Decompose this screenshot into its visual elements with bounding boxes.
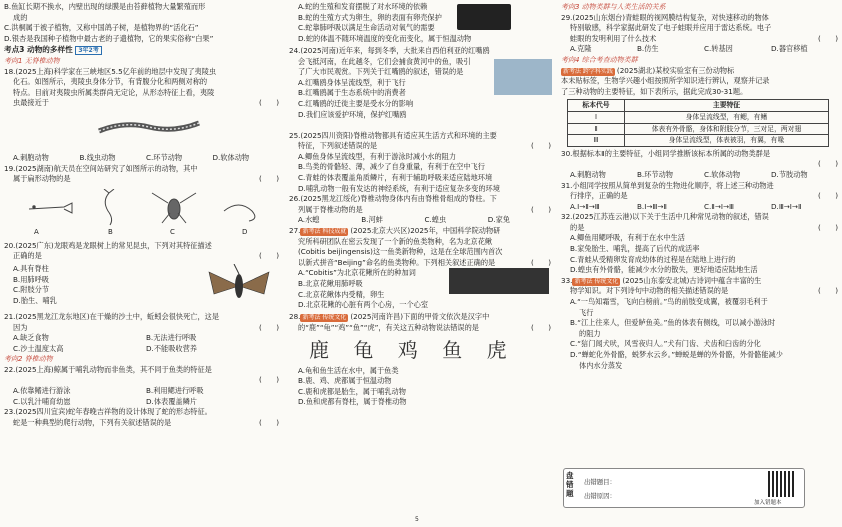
options-row	[4, 397, 279, 408]
glyph: 虎	[486, 337, 507, 362]
question-28: 28. 新考法 传统文化 (2025河南许昌)下面的甲骨文依次是汉字中	[289, 312, 490, 322]
option: B.Ⅰ→Ⅲ→Ⅱ	[637, 201, 667, 211]
question-26: 26.(2025黑龙江绥化)脊椎动物身体内有由脊椎骨组成的脊柱。下	[289, 194, 497, 204]
new-question-tag: 新考法 跨学科实践	[563, 67, 613, 75]
snake-mascot-image	[457, 4, 511, 30]
text-line: ( )	[259, 375, 279, 385]
error-log-line: 出错题目：	[584, 478, 616, 486]
option: D.北京花鳅的心脏有两个心房，一个心室	[298, 300, 429, 310]
column-3	[557, 0, 842, 527]
options-row	[4, 386, 279, 397]
frequency-badge: 3年2考	[75, 46, 101, 55]
text-line: 正确的是 ( )	[13, 251, 279, 261]
figure-label: A	[34, 227, 39, 236]
option: A.蛇的生殖和发育摆脱了对水环境的依赖	[298, 2, 428, 11]
table-cell: 体表有外骨骼，身体和附肢分节，三对足，两对翅	[625, 123, 829, 135]
figure-label: C	[170, 227, 175, 236]
text-line: 以新式拼音“Beijing”命名的鱼类物种。下列相关叙述正确的是 ( )	[298, 257, 551, 267]
text-line: D.银杏是我国种子植物中最古老的子遗植物，它的果实俗称“白果”	[4, 33, 214, 43]
q23-options-block	[289, 2, 551, 46]
question-18: 18.(2025上海)科学家在三峡地区5.5亿年前的地层中发现了夷陵虫	[4, 66, 217, 76]
options-row	[289, 215, 551, 226]
new-question-tag: 新考法 传统文化	[302, 314, 347, 322]
option: A.缺乏食物	[13, 333, 49, 343]
table-row	[568, 135, 829, 147]
table-header-row	[568, 100, 829, 112]
option: C.转基因	[704, 44, 733, 54]
text-line: 本未贴标签，生物学兴趣小组按照所学知识进行辨认，观察并记录	[561, 76, 770, 86]
loach-fish-photo	[449, 268, 549, 294]
option: D.Ⅲ→Ⅰ→Ⅱ	[771, 201, 802, 211]
option: B.无法进行呼吸	[146, 333, 197, 343]
option: C.附肢分节	[13, 285, 50, 295]
qr-caption: 加入错题本	[754, 500, 782, 506]
option: C.蛇靠肺呼吸以满足生命活动对氧气的需要	[298, 23, 435, 33]
figure-label: B	[108, 227, 113, 236]
option: B.鹿、鸡、虎都属于恒温动物	[298, 376, 392, 386]
table-row	[568, 111, 829, 123]
option: 体内水分蒸发	[579, 360, 623, 370]
option: C.以乳汁哺育幼崽	[13, 396, 71, 406]
text-line: 虫最接近于 ( )	[13, 98, 279, 108]
option: A.红嘴鸥身体呈流线型，利于飞行	[298, 77, 406, 87]
topic-heading: 考向1 无脊椎动物	[4, 56, 60, 65]
question-33: 33. 新考法 传统文化 (2025山东泰安北城)古诗词中蕴含丰富的生	[561, 275, 762, 285]
option: A.依靠鳍进行游泳	[13, 386, 71, 396]
option: 的阻力	[579, 328, 601, 338]
option: D.体表覆盖鳞片	[146, 396, 197, 406]
option: C.沙土温度太高	[13, 343, 64, 353]
animal-drawings	[24, 189, 264, 227]
text-line: C.洪桐属于被子植物，又称中国鸽子树，是植物界的“活化石”	[4, 23, 199, 33]
option: A.“一鸟知霜雪，飞向白榜前。”鸟的前肢变成翼，被覆羽毛利于	[570, 297, 768, 307]
question-30: 30.根据标本Ⅱ的主要特征，小组同学推断该标本所属的动物类群是	[561, 148, 771, 158]
table-header: 主要特征	[625, 100, 829, 112]
text-line: 物学知识。对下列诗句中动物的相关描述错误的是 ( )	[570, 286, 838, 296]
option: C.环节动物	[146, 152, 183, 162]
option: B.线虫动物	[79, 152, 116, 162]
option: A.克隆	[570, 44, 592, 54]
qr-code-icon[interactable]	[768, 471, 794, 497]
option: B.利用鳃进行呼吸	[146, 386, 204, 396]
option: C.蝗虫	[424, 215, 447, 225]
figure-label: D	[242, 227, 248, 236]
question-32: 32.(2025江苏连云港)以下关于生活中几种常见动物的叙述，错误	[561, 212, 769, 222]
option: D.“蝉蛇化外骨骼，蜕梦水云乡。”蝉蜕是蝉的外骨骼，外骨骼能减少	[570, 350, 783, 359]
column-2	[285, 0, 555, 527]
option: D.蛇的体温不随环境温度的变化而变化，属于恒温动物	[298, 33, 472, 43]
text-line: 蛇是一种典型的爬行动物，下列有关叙述错误的是 ( )	[13, 417, 279, 427]
option: D.家兔	[487, 215, 510, 225]
option: D.鱼和虎都有脊柱，属于脊椎动物	[298, 397, 407, 407]
column-1	[0, 0, 283, 527]
yilingchong-fossil-figure	[4, 111, 279, 151]
option: C.北京花鳅体内受精，卵生	[298, 289, 385, 299]
option: A.具有脊柱	[13, 263, 49, 273]
question-21: 21.(2025黑龙江龙东地区)在干燥的沙土中，蚯蚓会很快死亡，这是	[4, 311, 220, 321]
text-line: 的“鹿”“龟”“鸡”“鱼”“虎”，有关这五种动物说法错误的是 ( )	[298, 322, 551, 332]
option: 飞行	[579, 307, 594, 317]
glyph: 鹿	[309, 337, 329, 362]
question-20: 20.(2025广东)龙眼鸡是龙眼树上的常见昆虫，下列对其特征描述	[4, 240, 212, 250]
option: A.Ⅰ→Ⅱ→Ⅲ	[570, 201, 600, 211]
question-24: 24.(2025河南)近年来，每到冬季，大批来自西伯利亚的红嘴鸥	[289, 46, 490, 55]
option: A.龟和鱼生活在水中，属于鱼类	[298, 365, 399, 375]
glyph: 鱼	[442, 337, 463, 362]
question-30-intro: 新考法 跨学科实践 (2025湖北)某校实验室有三份动物标	[563, 65, 735, 75]
text-line: 行排序，正确的是 ( )	[570, 191, 838, 201]
error-log-box	[563, 468, 805, 508]
option: B.蛇的生殖方式为卵生，卵的表面有卵壳保护	[298, 12, 442, 22]
option: A.“Cobitis”为北京花鳅所在的种加词	[298, 268, 416, 278]
question-31: 31.小组同学按照从简单到复杂的生物进化顺序，将上述三种动物进	[561, 180, 774, 190]
text-line: 蛙眼的发明利用了什么技术 ( )	[570, 33, 838, 43]
q27-block	[289, 268, 551, 312]
option: B.鸟类的骨骼轻、薄，减少了自身重量，有利于在空中飞行	[298, 162, 485, 172]
options-row	[561, 170, 838, 181]
text-line: 特征，下列叙述错误的是 ( )	[298, 141, 551, 151]
text-line: 成的	[13, 12, 28, 22]
option: D.胎生、哺乳	[13, 295, 57, 305]
question-19: 19.(2025湖南)航天员在空间站研究了如图所示的动物，其中	[4, 163, 198, 173]
options-row	[561, 202, 838, 213]
option: B.北京花鳅用肺呼吸	[298, 278, 363, 288]
table-cell: Ⅱ	[568, 123, 625, 135]
animals-figure	[4, 187, 279, 239]
option: C.青蛙的体表覆盖角质鳞片，有利于辅助呼吸来适应陆地环境	[298, 172, 493, 182]
topic-heading: 考向4 综合考查动物类群	[561, 55, 638, 64]
new-question-tag: 新考法 传统文化	[574, 277, 619, 285]
option: D.不能吸收营养	[146, 343, 197, 353]
table-row	[568, 123, 829, 135]
question-20-block	[4, 264, 279, 310]
option: D.节肢动物	[771, 169, 808, 179]
option: D.哺乳动物一般有发达的神经系统，有利于适应复杂多变的环境	[298, 183, 500, 193]
options-row	[4, 333, 279, 344]
options-row	[4, 344, 279, 355]
gull-photo	[494, 59, 552, 95]
option: A.刺胞动物	[570, 169, 606, 179]
question-23: 23.(2025四川宜宾)蛇年春晚吉祥物的设计体现了蛇的形态特征。	[4, 407, 212, 417]
text-line: 的是 ( )	[570, 222, 838, 232]
option: B.家兔胎生、哺乳，提高了后代的成活率	[570, 244, 700, 254]
option: C.软体动物	[704, 169, 741, 179]
option: B.红嘴鸥属于生态系统中的消费者	[298, 88, 406, 98]
lantern-bug-image	[204, 264, 274, 308]
text-line: 列属于脊椎动物的是 ( )	[298, 204, 551, 214]
glyph: 龟	[353, 337, 374, 362]
option: B.用肺呼吸	[13, 274, 49, 284]
text-line: 属于扁形动物的是 ( )	[13, 174, 279, 184]
error-log-line: 出错原因：	[584, 492, 616, 500]
error-log-lines	[584, 475, 616, 503]
text-line: (Cobitis beijingensis)这一鱼类新物种，这是在全球范围内首次	[298, 247, 503, 257]
option: C.青蛙从受精卵发育成幼体的过程是在陆地上进行的	[570, 254, 736, 264]
page-number: 5	[415, 516, 419, 523]
option: A.水螅	[298, 215, 320, 225]
option: D.蝗虫有外骨骼，能减少水分的散失，更好地适应陆地生活	[570, 265, 758, 275]
table-cell: Ⅲ	[568, 135, 625, 147]
table-cell: Ⅰ	[568, 111, 625, 123]
topic-heading: 考向2 脊椎动物	[4, 355, 53, 364]
options-row	[561, 44, 838, 55]
question-25: 25.(2025四川资阳)脊椎动物都具有适应其生活方式和环境的主要	[289, 130, 497, 140]
table-header: 标本代号	[568, 100, 625, 112]
option: B.环节动物	[637, 169, 673, 179]
text-line: 了广大市民观赏。下列关于红嘴鸥的叙述，错误的是	[298, 67, 464, 77]
text-line: 化石。如图所示，夷陵虫身体分节，有背腹分化和两侧对称的	[13, 77, 208, 87]
text-line: ( )	[818, 159, 838, 169]
option: B.仿生	[637, 44, 659, 54]
glyph: 鸡	[397, 337, 418, 362]
table-cell: 身体呈流线型，体表被羽，有翼，有喙	[625, 135, 829, 147]
option: C.“狺门闻犬吠，风雪夜归人。”犬有门齿、犬齿和臼齿的分化	[570, 339, 761, 349]
question-29: 29.(2025山东烟台)青蛙眼的视网膜结构复杂，对快速移动的物体	[561, 12, 769, 22]
specimen-table	[567, 99, 829, 146]
option: A.刺胞动物	[13, 152, 49, 162]
new-question-tag: 新考法 科技成就	[302, 227, 347, 235]
options-row	[4, 153, 279, 164]
text-line: B.鱼缸长期不换水，内壁出现的绿膜是由苔藓植物大量繁殖而形	[4, 2, 206, 11]
section-heading: 考点3 动物的多样性 3年2考	[4, 45, 279, 56]
option: B.“江上往来人，但爱鲈鱼美。”鱼的体表有侧线，可以减小游泳时	[570, 318, 776, 328]
option: B.河蚌	[361, 215, 383, 225]
text-line: 因为 ( )	[13, 322, 279, 332]
text-line: 会飞抵河南，在此越冬，它们会捕食黄河中的鱼，吸引	[298, 56, 471, 66]
option: A.鲫鱼用鳃呼吸，有利于在水中生活	[570, 233, 685, 243]
question-22: 22.(2025上海)鲸属于哺乳动物而非鱼类，其不同于鱼类的特征是	[4, 364, 212, 374]
table-cell: 身体呈流线型，有鳃，有鳍	[625, 111, 829, 123]
option: C.红嘴鸥的迁徙主要是受水分的影响	[298, 98, 414, 108]
worm-fossil-image	[94, 113, 204, 147]
topic-heading: 考向3 动物类群与人类生活的关系	[561, 3, 666, 11]
text-line: 了三种动物的主要特征，如下表所示，据此完成30-31题。	[561, 86, 748, 96]
option: C.鹿和虎都是胎生，属于哺乳动物	[298, 386, 406, 396]
option: C.Ⅱ→Ⅰ→Ⅲ	[704, 201, 734, 211]
option: D.器官移植	[771, 44, 808, 54]
option: A.鲫鱼身体呈流线型，有利于游泳时减小水的阻力	[298, 151, 457, 161]
text-line: 特别敏感，科学家据此研发了电子蛙眼并应用于雷达系统。电子	[570, 23, 772, 33]
text-line: 特点。目前对夷陵虫所属类群尚无定论，从形态特征上看，夷陵	[13, 87, 215, 97]
option: D.软体动物	[212, 152, 250, 162]
oracle-bone-glyphs	[289, 334, 551, 366]
question-27: 27. 新考法 科技成就 (2025北京大兴区)2025年，中国科学院动物研	[289, 225, 501, 235]
text-line: 究所科研团队在密云发现了一个新的鱼类物种，名为北京花鳅	[298, 236, 493, 246]
option: D.我们应该爱护环境，保护红嘴鸥	[298, 109, 407, 119]
error-log-label: 盘错题	[566, 471, 574, 498]
q24-block	[289, 57, 551, 131]
